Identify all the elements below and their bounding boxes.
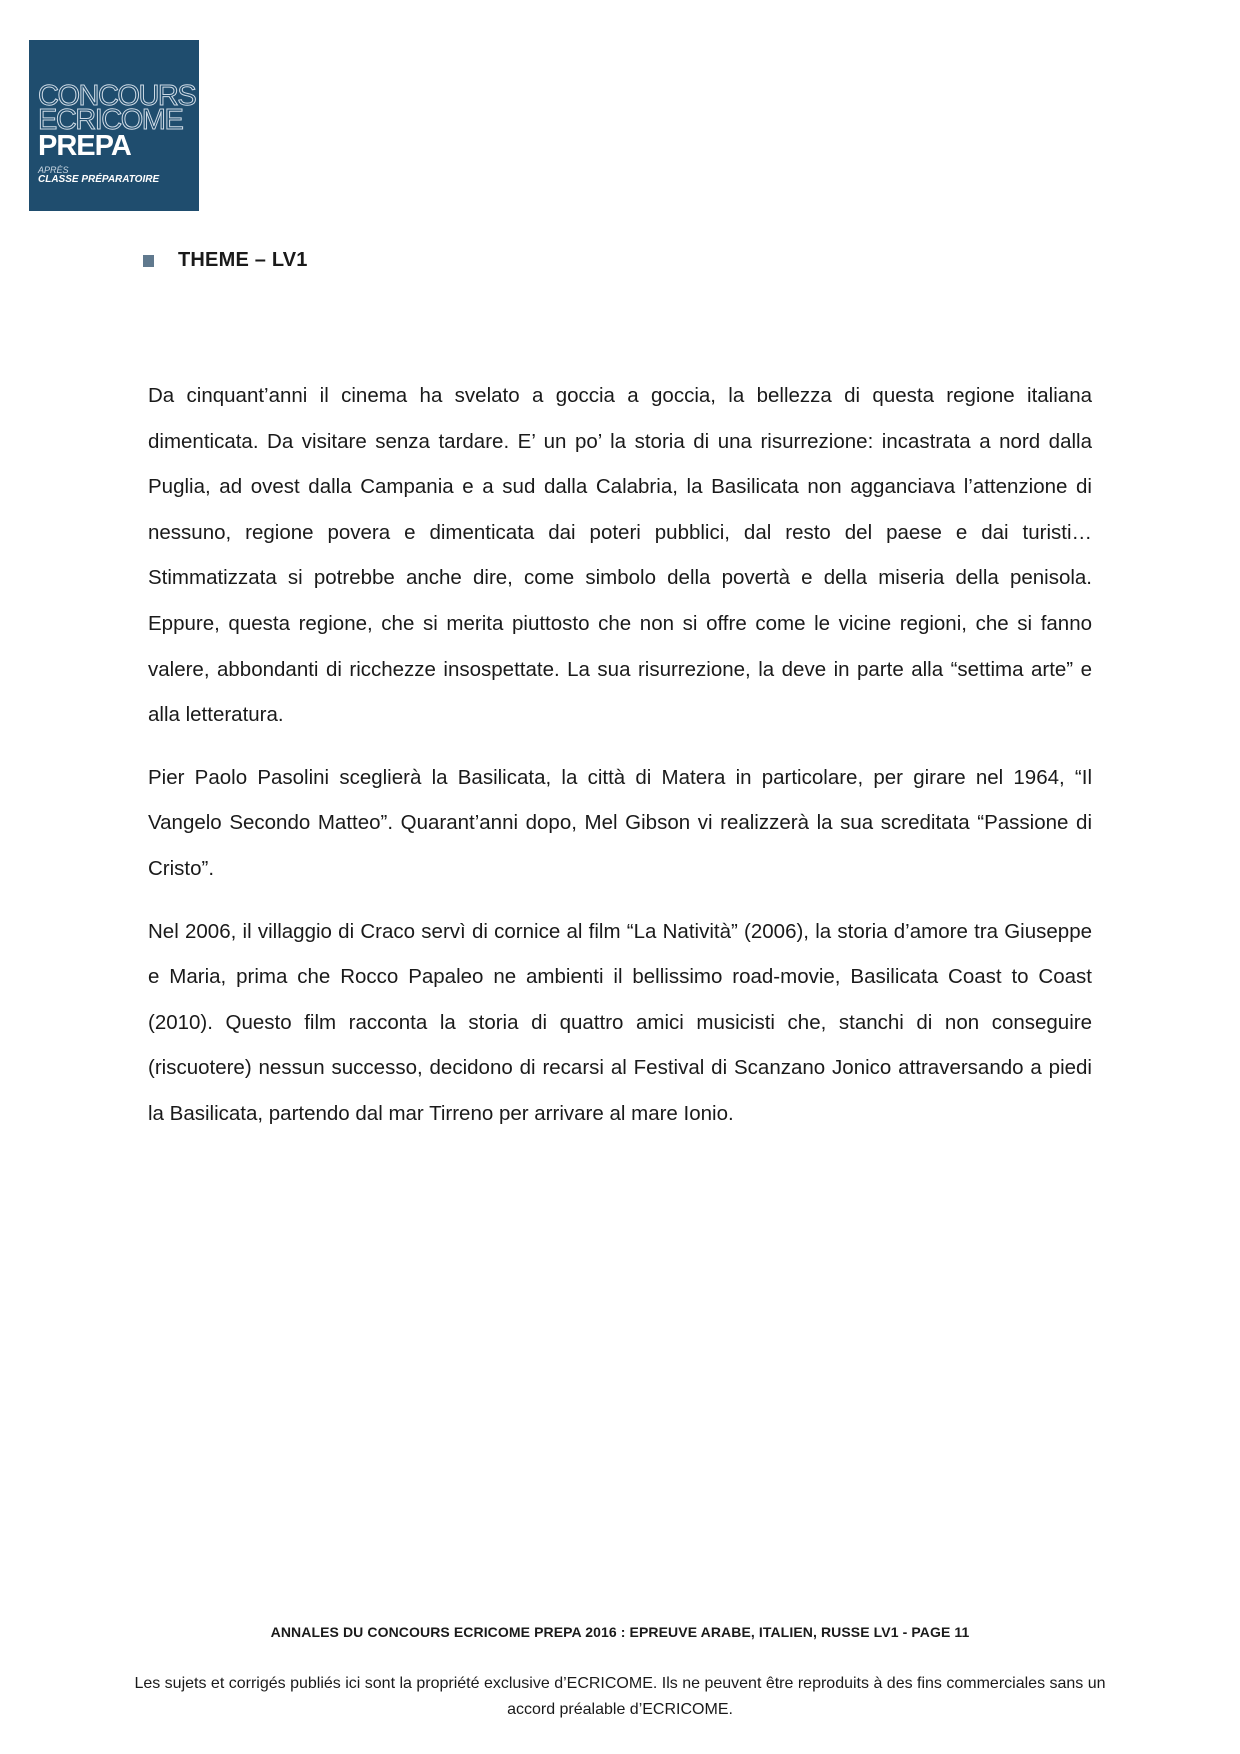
section-heading: [143, 249, 308, 272]
section-marker-icon: [143, 255, 154, 267]
logo-line-apres: APRÈS: [38, 165, 69, 175]
theme-text: [148, 373, 1092, 1154]
footer-copyright-note: Les sujets et corrigés publiés ici sont la propriété exclusive d’ECRICOME. Ils ne peuvent être reproduits à des fins commerciales sans un accord préalable d’ECRICOME.: [134, 1675, 1106, 1718]
logo-line-concours: CONCOURS: [38, 80, 196, 112]
logo-line-ecricome: ECRICOME: [38, 104, 183, 136]
logo-line-prepa: PREPA: [38, 130, 131, 162]
ecricome-logo: [29, 40, 199, 211]
paragraph-1: Da cinquant’anni il cinema ha svelato a goccia a goccia, la bellezza di questa regione italiana dimenticata. Da visitare senza tardare. E’ un po’ la storia di una risurrezione: incastrata a nord dalla Puglia, ad ovest dalla Campania e a sud dalla Calabria, la Basilicata non agganciava l’attenzione di nessuno, regione povera e dimenticata dai poteri pubblici, dal resto del paese e dai turisti… Stimmatizzata si potrebbe anche dire, come simbolo della povertà e della miseria della penisola. Eppure, questa regione, che si merita piuttosto che non si offre come le vicine regioni, che si fanno valere, abbondanti di ricchezze insospettate. La sua risurrezione, la deve in parte alla “settima arte” e alla letteratura.: [148, 384, 1092, 727]
paragraph-3: Nel 2006, il villaggio di Craco servì di cornice al film “La Natività” (2006), la storia d’amore tra Giuseppe e Maria, prima che Rocco Papaleo ne ambienti il bellissimo road-movie, Basilicata Coast to Coast (2010). Questo film racconta la storia di quattro amici musicisti che, stanchi di non conseguire (riscuotere) nessun successo, decidono di recarsi al Festival di Scanzano Jonico attraversando a piedi la Basilicata, partendo dal mar Tirreno per arrivare al mare Ionio.: [148, 919, 1092, 1125]
logo-line-classe: CLASSE PRÉPARATOIRE: [38, 174, 160, 185]
footer-title: ANNALES DU CONCOURS ECRICOME PREPA 2016 : EPREUVE ARABE, ITALIEN, RUSSE LV1 - PAGE 11: [270, 1624, 970, 1640]
section-title: THEME – LV1: [178, 249, 308, 271]
paragraph-2: Pier Paolo Pasolini sceglierà la Basilicata, la città di Matera in particolare, per girare nel 1964, “Il Vangelo Secondo Matteo”. Quarant’anni dopo, Mel Gibson vi realizzerà la sua screditata “Passione di Cristo”.: [148, 765, 1092, 880]
